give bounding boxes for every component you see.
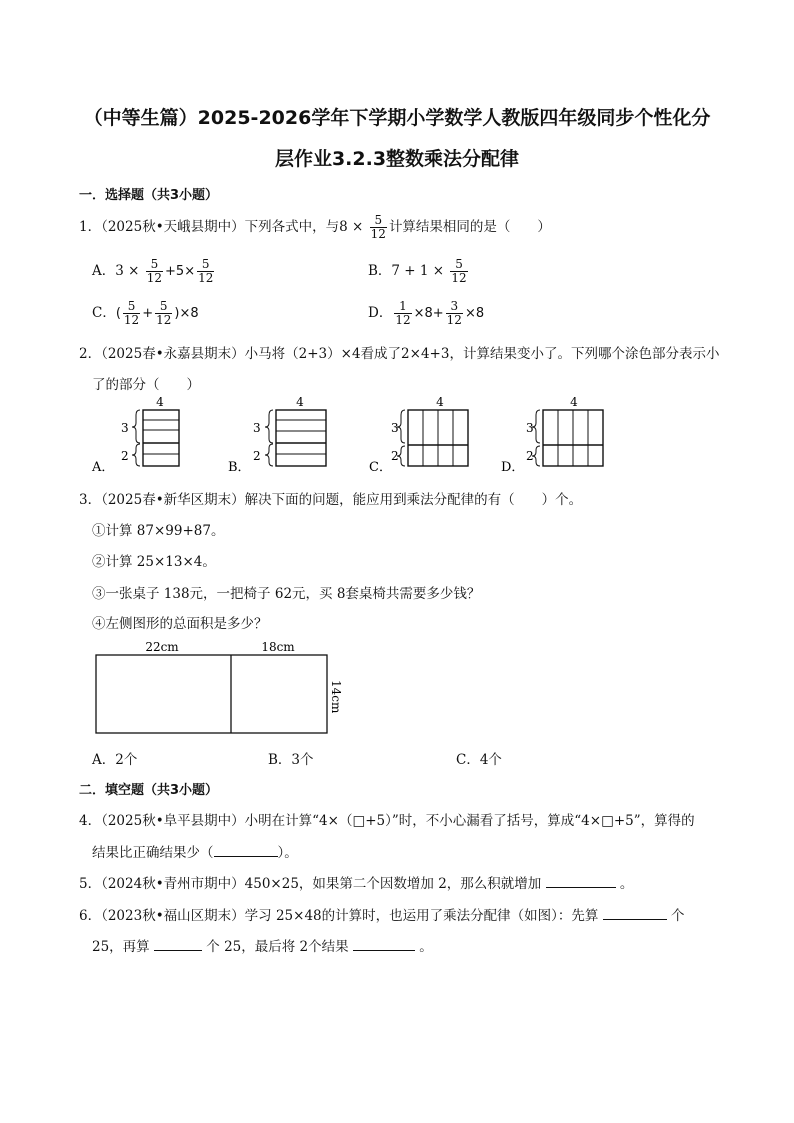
svg-text:3: 3 [526,421,534,435]
answer-blank-q5[interactable] [546,875,616,888]
svg-text:4: 4 [296,395,304,409]
q3-item-1: ①计算 87×99+87。 [92,523,225,539]
question-2-stem-line2: 了的部分（ ） [92,377,200,393]
diagram-a[interactable] [91,395,179,475]
svg-text:4: 4 [156,395,164,409]
question-5-stem: 5．（2024秋•青州市期中）450×25，如果第二个因数增加 2，那么积就增加 。 [79,876,634,892]
fraction-5-12: $\frac{5}{12}$ [370,213,386,241]
q1-option-d[interactable]: D． $\frac{1}{12}$ ×8+ $\frac{3}{12}$ ×8 [368,299,485,327]
q3-option-b[interactable]: B．3个 [268,752,314,768]
svg-text:3: 3 [253,421,261,435]
option-label-d: D． [501,460,525,475]
question-4-stem-line2: 结果比正确结果少（ ）。 [92,845,298,861]
q1-option-c[interactable]: C．( $\frac{5}{12}$ + $\frac{5}{12}$ )×8 [92,299,199,327]
answer-blank-q6-1[interactable] [603,907,667,920]
question-3-stem: 3．（2025春•新华区期末）解决下面的问题，能应用到乘法分配律的有（ ）个。 [79,492,583,508]
question-1-stem: 1．（2025秋•天峨县期中）下列各式中，与8 × $\frac{5}{12}$ 计算结果相同的是（ ） [79,213,551,241]
diagram-d[interactable] [501,395,603,475]
question-2-stem: 2．（2025春•永嘉县期末）小马将（2+3）×4看成了2×4+3，计算结果变小了。下列哪个涂色部分表示小 [79,346,720,362]
q3-item-3: ③一张桌子 138元，一把椅子 62元，买 8套桌椅共需要多少钱？ [92,586,481,602]
q2-diagrams [88,394,728,476]
svg-text:3: 3 [391,421,399,435]
page-title: （中等生篇）2025-2026学年下学期小学数学人教版四年级同步个性化分 [83,107,711,129]
q1-option-a[interactable]: A．3 × $\frac{5}{12}$ +5× $\frac{5}{12}$ [92,257,214,285]
answer-blank-q6-2[interactable] [154,938,202,951]
q3-option-c[interactable]: C．4个 [456,752,502,768]
page-title-line2: 层作业3.2.3整数乘法分配律 [274,148,520,170]
svg-text:4: 4 [570,395,578,409]
answer-blank-q4[interactable] [214,844,278,857]
answer-blank-q6-3[interactable] [353,938,415,951]
q3-item-4: ④左侧图形的总面积是多少？ [92,616,268,632]
label-18cm: 18cm [261,640,295,654]
question-6-stem-line2: 25，再算 个 25，最后将 2个结果 。 [92,939,433,955]
section-heading-choice: 一．选择题（共3小题） [79,188,219,203]
section-heading-fill: 二．填空题（共3小题） [79,783,219,798]
option-label-c: C． [369,460,392,475]
q3-item-2: ②计算 25×13×4。 [92,554,216,570]
svg-text:2: 2 [121,449,129,463]
svg-text:2: 2 [391,449,399,463]
svg-text:3: 3 [121,421,129,435]
question-4-stem: 4．（2025秋•阜平县期中）小明在计算“4×（□+5）”时，不小心漏看了括号，算成“4×□+5”，算得的 [79,813,695,829]
diagram-b[interactable] [228,395,326,475]
svg-text:2: 2 [526,449,534,463]
q1-option-b[interactable]: B．7 + 1 × $\frac{5}{12}$ [368,257,467,285]
label-22cm: 22cm [145,640,179,654]
diagram-c[interactable] [369,395,468,475]
q3-option-a[interactable]: A．2个 [92,752,138,768]
svg-text:2: 2 [253,449,261,463]
q3-area-figure [90,636,360,738]
svg-text:4: 4 [436,395,444,409]
question-6-stem: 6．（2023秋•福山区期末）学习 25×48的计算时，也运用了乘法分配律（如图）：先算 个 [79,908,685,924]
label-14cm: 14cm [329,680,343,714]
option-label-b: B． [228,460,251,475]
option-label-a: A． [92,460,115,475]
